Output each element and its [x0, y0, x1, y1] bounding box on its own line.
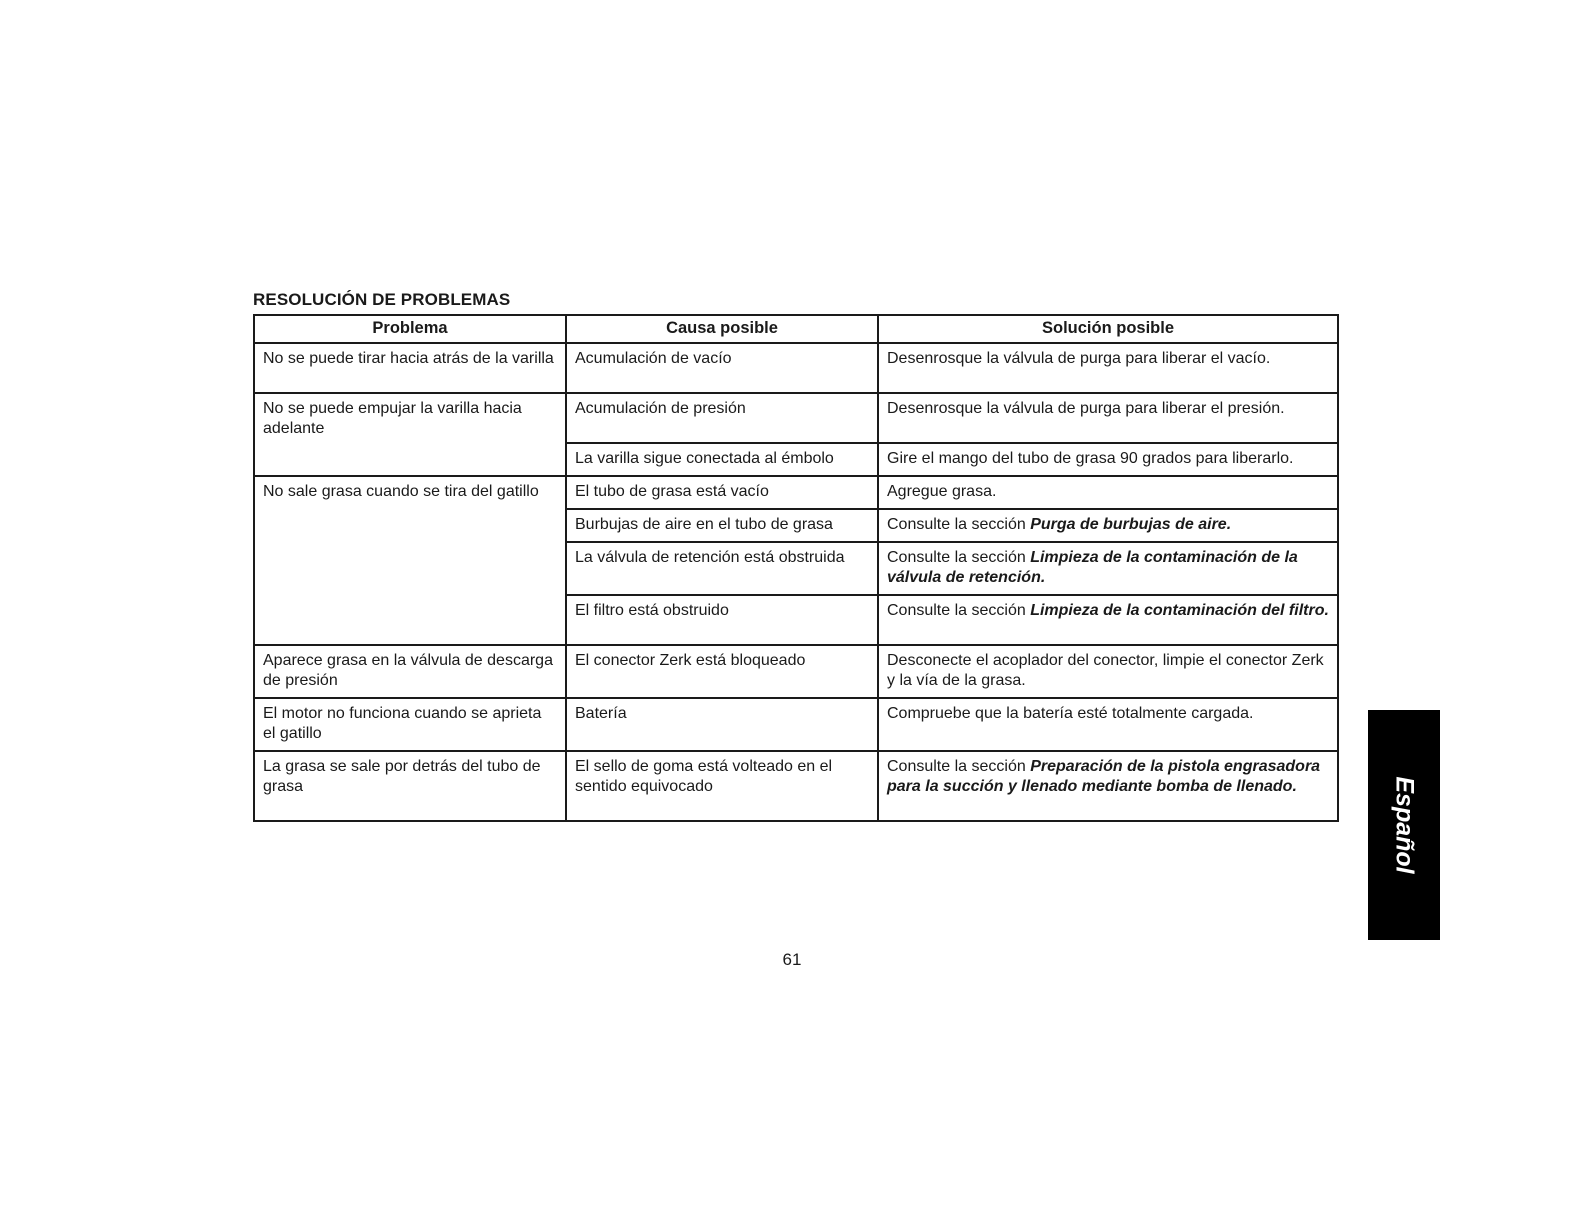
- problem-cell: No se puede tirar hacia atrás de la varilla: [254, 343, 566, 393]
- solution-cell: [878, 595, 1338, 645]
- troubleshooting-table: [253, 314, 1339, 822]
- problem-cell: El motor no funciona cuando se aprieta el gatillo: [254, 698, 566, 751]
- solution-prefix: Consulte la sección: [887, 758, 1031, 775]
- solution-cell: [878, 751, 1338, 821]
- header-problem: Problema: [254, 315, 566, 343]
- header-cause: Causa posible: [566, 315, 878, 343]
- cause-cell: La varilla sigue conectada al émbolo: [566, 443, 878, 476]
- problem-cell: No sale grasa cuando se tira del gatillo: [254, 476, 566, 645]
- problem-cell: No se puede empujar la varilla hacia adelante: [254, 393, 566, 476]
- table-row: [254, 751, 1338, 821]
- section-title: RESOLUCIÓN DE PROBLEMAS: [253, 290, 511, 309]
- cause-cell: Acumulación de presión: [566, 393, 878, 443]
- cause-cell: Burbujas de aire en el tubo de grasa: [566, 509, 878, 542]
- solution-cell: Compruebe que la batería esté totalmente cargada.: [878, 698, 1338, 751]
- solution-prefix: Consulte la sección: [887, 549, 1031, 566]
- solution-cell: [878, 542, 1338, 595]
- problem-cell: La grasa se sale por detrás del tubo de grasa: [254, 751, 566, 821]
- cause-cell: El sello de goma está volteado en el sentido equivocado: [566, 751, 878, 821]
- language-tab-label: Español: [1390, 776, 1419, 874]
- cause-cell: Batería: [566, 698, 878, 751]
- solution-cell: Agregue grasa.: [878, 476, 1338, 509]
- table-header-row: [254, 315, 1338, 343]
- table-row: [254, 476, 1338, 509]
- cause-cell: El tubo de grasa está vacío: [566, 476, 878, 509]
- table-row: [254, 393, 1338, 443]
- cause-cell: El conector Zerk está bloqueado: [566, 645, 878, 698]
- table-row: [254, 343, 1338, 393]
- section-reference: Preparación de la pistola engrasadora para la succión y llenado mediante bomba de llenado.: [887, 758, 1321, 795]
- solution-cell: Gire el mango del tubo de grasa 90 grados para liberarlo.: [878, 443, 1338, 476]
- header-solution: Solución posible: [878, 315, 1338, 343]
- solution-cell: Desenrosque la válvula de purga para liberar el vacío.: [878, 343, 1338, 393]
- cause-cell: Acumulación de vacío: [566, 343, 878, 393]
- table-row: [254, 698, 1338, 751]
- table-row: [254, 645, 1338, 698]
- solution-prefix: Consulte la sección: [887, 516, 1031, 533]
- solution-prefix: Consulte la sección: [887, 602, 1031, 619]
- problem-cell: Aparece grasa en la válvula de descarga de presión: [254, 645, 566, 698]
- section-reference: Purga de burbujas de aire.: [1030, 516, 1232, 533]
- section-reference: Limpieza de la contaminación del filtro.: [1030, 602, 1329, 619]
- solution-cell: Desenrosque la válvula de purga para liberar el presión.: [878, 393, 1338, 443]
- page-number: 61: [782, 950, 802, 969]
- solution-cell: Desconecte el acoplador del conector, limpie el conector Zerk y la vía de la grasa.: [878, 645, 1338, 698]
- solution-cell: [878, 509, 1338, 542]
- language-tab: [1368, 710, 1440, 940]
- section-reference: Limpieza de la contaminación de la válvula de retención.: [887, 549, 1298, 586]
- cause-cell: La válvula de retención está obstruida: [566, 542, 878, 595]
- cause-cell: El filtro está obstruido: [566, 595, 878, 645]
